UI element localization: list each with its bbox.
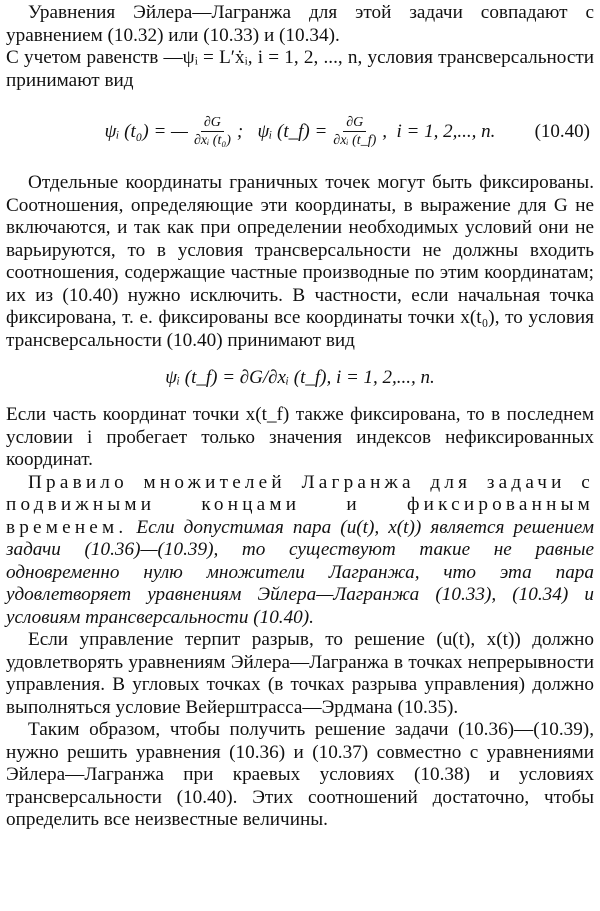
eq1-frac1-numerator: ∂G — [201, 114, 224, 132]
eq1-fraction-2 — [330, 114, 379, 150]
paragraph-transversality-intro: С учетом равенств —ψᵢ = L′ẋᵢ, i = 1, 2, ..., n, условия трансверсальности принимают вид — [6, 47, 594, 91]
eq1-tail: , i = 1, 2,..., n. — [382, 121, 496, 142]
paragraph-discontinuity: Если управление терпит разрыв, то решение (u(t), x(t)) должно удовлетворять уравнениям Эйлера—Лагранжа в точках непрерывности управления. В угловых точках (в точках разрыва управления) должно выполняться условие Вейерштрасса—Эрдмана (10.35). — [6, 629, 594, 718]
eq1-lhs: ψᵢ (t₀) = — — [104, 121, 188, 142]
eq1-frac2-denominator: ∂xᵢ (t_f) — [333, 133, 377, 148]
eq1-separator: ; ψᵢ (t_f) = — [236, 121, 328, 142]
eq1-frac1-denominator: ∂xᵢ (t₀) — [193, 133, 231, 148]
equation-fixed-start: ψᵢ (t_f) = ∂G/∂xᵢ (t_f), i = 1, 2,..., n. — [165, 367, 435, 388]
paragraph-partial-fixed: Если часть координат точки x(t_f) также фиксирована, то в последнем условии i пробегает только значения индексов нефиксированных координат. — [6, 404, 594, 470]
rule-title: Правило множителей Лагранжа для задачи с подвижными концами и фиксированным временем. — [6, 471, 594, 538]
equation-number: (10.40) — [534, 121, 590, 142]
paragraph-lagrange-rule — [6, 472, 594, 630]
paragraph-euler-lagrange: Уравнения Эйлера—Лагранжа для этой задачи совпадают с уравнением (10.32) или (10.33) и (10.34). — [6, 2, 594, 46]
eq1-frac2-numerator: ∂G — [343, 114, 366, 132]
eq1-fraction-1 — [191, 114, 234, 150]
paragraph-fixed-coordinates: Отдельные координаты граничных точек могут быть фиксированы. Соотношения, определяющие эти координаты, в выражение для G не включаются, и так как при определении необходимых условий они не варьируются, то в условия трансверсальности не должны входить соотношения, содержащие частные производные по этим координатам; их из (10.40) нужно исключить. В частности, если начальная точка фиксирована, т. е. фиксированы все координаты точки x(t₀), то условия трансверсальности (10.40) принимают вид — [6, 172, 594, 351]
equation-10-40 — [6, 110, 594, 154]
rule-body: Если допустимая пара (u(t), x(t)) является решением задачи (10.36)—(10.39), то существуют такие не равные одновременно нулю множители Лагранжа, что эта пара удовлетворяет уравнениям Эйлера—Лагранжа (10.33), (10.34) и условиям трансверсальности (10.40). — [6, 516, 594, 628]
paragraph-conclusion: Таким образом, чтобы получить решение задачи (10.36)—(10.39), нужно решить уравнения (10.36) и (10.37) совместно с уравнениями Эйлера—Лагранжа при краевых условиях (10.38) и условиях трансверсальности (10.40). Этих соотношений достаточно, чтобы определить все неизвестные величины. — [6, 719, 594, 830]
